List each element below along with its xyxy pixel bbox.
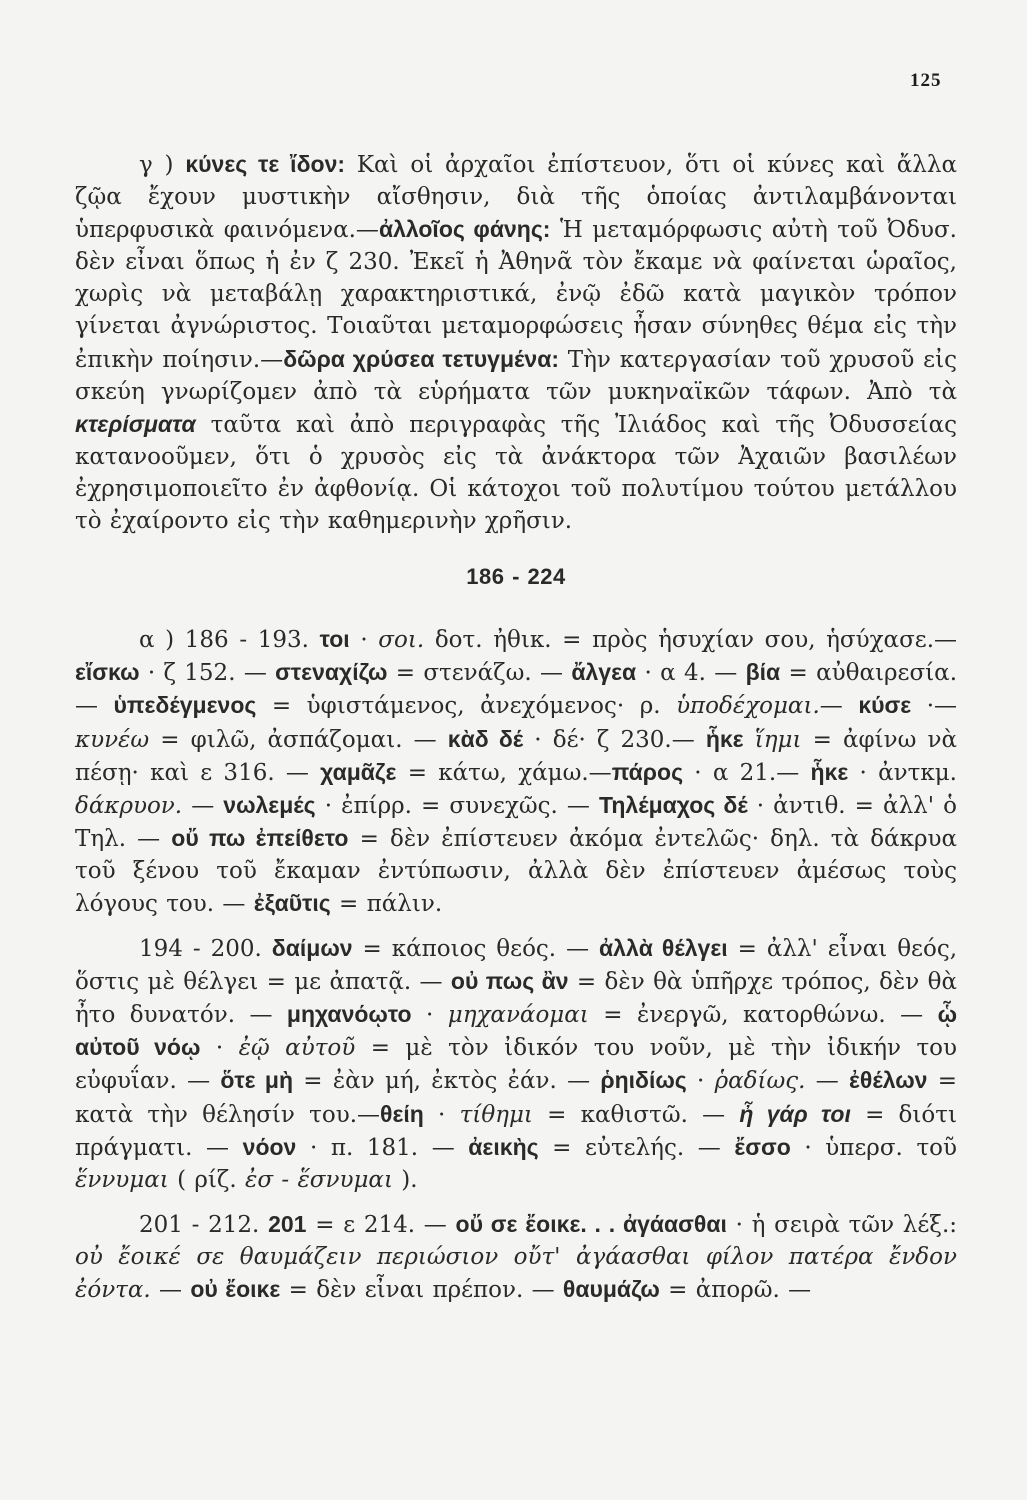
- gloss-text: = διότι πράγματι. —: [75, 1101, 958, 1161]
- italic-form: δάκρυον.: [75, 792, 183, 819]
- gloss-text: = δὲν ἐπίστευεν ἀκόμα ἐντελῶς· δηλ. τὰ δάκρυα τοῦ ξένου τοῦ ἔκαμαν ἐντύπωσιν, ἀλλὰ δὲν ἐπίστευεν ἀμέσως τοὺς λόγους του. —: [75, 825, 957, 917]
- gloss-text: · α 21.—: [683, 759, 811, 786]
- gloss-text: = εὐτελής. —: [538, 1134, 735, 1161]
- gloss-text: ταῦτα καὶ ἀπὸ περιγραφὰς τῆς Ἰλιάδος καὶ τῆς Ὀδυσσείας κατανοοῦμεν, ὅτι ὁ χρυσὸς εἰς τὰ ἀνάκτορα τῶν Ἀχαιῶν βασιλέων ἐχρησιμοποιεῖτο ἐν ἀφθονίᾳ. Οἱ κάτοχοι τοῦ πολυτίμου τούτου μετάλλου τὸ ἐχαίροντο εἰς τὴν καθημερινὴν χρῆσιν.: [75, 411, 957, 535]
- gloss-text: = κατὰ τὴν θέλησίν του.—: [75, 1068, 957, 1128]
- gloss-text: ·—: [911, 693, 958, 720]
- lemma-term: δαίμων: [271, 935, 353, 962]
- lemma-term: μηχανόῳτο: [286, 1001, 412, 1028]
- lemma-term: εἴσκω: [75, 659, 140, 686]
- gloss-text: = ἀλλ' εἶναι θεός, ὅστις μὲ θέλγει = με ἀπατᾷ. —: [75, 936, 958, 996]
- lemma-term: κύσε: [858, 692, 912, 719]
- gloss-text: · ζ 152. —: [139, 660, 276, 687]
- gloss-text: = ἐὰν μή, ἐκτὸς ἐάν. —: [293, 1068, 601, 1095]
- gloss-text: = κάτω, χάμω.—: [396, 759, 612, 786]
- lemma-term: δῶρα χρύσεα τετυγμένα:: [283, 345, 559, 372]
- gloss-text: = αὐθαιρεσία. —: [75, 660, 958, 720]
- italic-form: ἕννυμαι: [75, 1166, 169, 1193]
- lemma-term: 201: [268, 1210, 307, 1237]
- gloss-text: 194 - 200.: [139, 936, 272, 963]
- commentary-body: [75, 148, 957, 1306]
- lemma-term: νωλεμές: [223, 791, 316, 818]
- gloss-text: Ἡ μεταμόρφωσις αὐτὴ τοῦ Ὀδυσ. δὲν εἶναι ὅπως ἡ ἐν ζ 230. Ἐκεῖ ἡ Ἀθηνᾶ τὸν ἔκαμε νὰ φαίνεται ὡραῖος, χωρὶς νὰ μεταβάλῃ χαρακτηριστικά, ἐνῷ ἐδῶ κατὰ μαγικὸν τρόπον γίνεται ἀγνώριστος. Τοιαῦται μεταμορφώσεις ἦσαν σύνηθες θέμα εἰς τὴν ἐπικὴν ποίησιν.—: [75, 217, 957, 373]
- lemma-term: οὔ πω ἐπείθετο: [171, 824, 349, 851]
- paragraph: [75, 932, 957, 1196]
- lemma-term: πάρος: [611, 758, 684, 785]
- gloss-text: = μὲ τὸν ἰδικόν του νοῦν, μὲ τὴν ἰδικήν του εὐφυΐαν. —: [75, 1035, 957, 1095]
- gloss-text: —: [182, 792, 224, 819]
- lemma-term: ἐξαῦτις: [253, 889, 331, 916]
- lemma-term: ἄλγεα: [571, 659, 637, 686]
- gloss-text: · α 4. —: [636, 660, 746, 687]
- gloss-text: [744, 727, 755, 753]
- italic-form: ῥαδίως.: [714, 1068, 806, 1095]
- lemma-term: θαυμάζω: [562, 1276, 660, 1302]
- italic-form: ἐσ - ἕσνυμαι: [245, 1166, 393, 1193]
- gloss-text: = πάλιν.: [330, 890, 443, 917]
- lemma-term: τοι: [319, 626, 350, 653]
- gloss-text: —: [150, 1277, 191, 1303]
- gloss-text: ·: [200, 1035, 239, 1062]
- lemma-term: ἀλλοῖος φάνης:: [378, 216, 551, 243]
- gloss-text: ( ρίζ.: [168, 1166, 246, 1193]
- gloss-text: = ε 214. —: [306, 1211, 456, 1238]
- paragraph: [75, 148, 957, 537]
- lemma-term: Τηλέμαχος δέ: [599, 791, 748, 818]
- lemma-term: νόον: [242, 1133, 297, 1160]
- gloss-text: = φιλῶ, ἀσπάζομαι. —: [149, 726, 448, 753]
- gloss-text: = στενάζω. —: [387, 660, 572, 687]
- italic-form: σοι.: [378, 627, 425, 654]
- lemma-term: χαμᾶζε: [320, 758, 397, 785]
- gloss-text: —: [819, 693, 859, 720]
- lemma-term: ἔσσο: [734, 1133, 791, 1160]
- gloss-text: · ὑπερσ. τοῦ: [790, 1134, 957, 1161]
- lemma-term: ἧκε: [810, 758, 849, 785]
- lemma-term: ὑπεδέγμενος: [113, 692, 257, 719]
- paragraph: [75, 623, 957, 920]
- lemma-term: οὔ σε ἔοικε. . . ἀγάασθαι: [455, 1210, 727, 1237]
- lemma-term: ἦ γάρ τοι: [739, 1100, 851, 1127]
- lemma-term: ἀλλὰ θέλγει: [599, 935, 728, 962]
- gloss-text: · ἀντιθ. = ἀλλ' ὁ Τηλ. —: [75, 792, 957, 852]
- gloss-text: · δέ· ζ 230.—: [523, 726, 706, 753]
- gloss-text: = δὲν θὰ ὑπῆρχε τρόπος, δὲν θὰ ἦτο δυνατόν. —: [75, 969, 957, 1029]
- lemma-term: βία: [745, 659, 781, 686]
- gloss-text: ·: [411, 1002, 448, 1029]
- gloss-text: · ἐπίρρ. = συνεχῶς. —: [315, 792, 600, 819]
- page-number: 125: [910, 70, 942, 91]
- gloss-text: = ἐνεργῶ, κατορθώνω. —: [588, 1002, 938, 1029]
- italic-form: ὑποδέχομαι.: [676, 693, 820, 720]
- italic-form: μηχανάομαι: [447, 1002, 589, 1029]
- lemma-term: ἀεικὴς: [468, 1133, 539, 1160]
- italic-form: τίθημι: [459, 1101, 533, 1128]
- lemma-term: οὐ πως ἂν: [450, 968, 569, 995]
- gloss-text: = καθιστῶ. —: [532, 1101, 740, 1128]
- gloss-text: ·: [423, 1101, 460, 1128]
- gloss-text: ·: [349, 627, 379, 654]
- gloss-text: ).: [392, 1166, 418, 1193]
- italic-form: οὐ ἔοικέ σε θαυμάζειν περιώσιον οὔτ' ἀγάασθαι φίλον πατέρα ἔνδον ἐόντα.: [75, 1243, 957, 1303]
- gloss-text: 201 - 212.: [139, 1211, 269, 1238]
- gloss-text: Καὶ οἱ ἀρχαῖοι ἐπίστευον, ὅτι οἱ κύνες καὶ ἄλλα ζῷα ἔχουν μυστικὴν αἴσθησιν, διὰ τῆς ὁποίας ἀντιλαμβάνονται ὑπερφυσικὰ φαινόμενα.—: [75, 152, 957, 244]
- gloss-text: · π. 181. —: [296, 1134, 469, 1161]
- italic-form: ἐῷ αὐτοῦ: [238, 1035, 356, 1062]
- gloss-text: = ὑφιστάμενος, ἀνεχόμενος· ρ.: [256, 693, 677, 720]
- gloss-text: = ἀπορῶ. —: [659, 1277, 812, 1303]
- lemma-term: στεναχίζω: [275, 659, 388, 686]
- lemma-term: ῥηιδίως: [600, 1067, 687, 1094]
- gloss-text: α ) 186 - 193.: [139, 627, 320, 654]
- paragraph: [75, 1208, 957, 1306]
- italic-form: κυνέω: [75, 726, 150, 753]
- gloss-text: = κάποιος θεός. —: [352, 936, 600, 963]
- italic-form: ἵημι: [754, 726, 802, 753]
- gloss-text: = δὲν εἶναι πρέπον. —: [280, 1277, 563, 1303]
- section-heading: 186 - 224: [466, 564, 566, 590]
- gloss-text: ·: [686, 1068, 715, 1095]
- gloss-text: Τὴν κατεργασίαν τοῦ χρυσοῦ εἰς σκεύη γνωρίζομεν ἀπὸ τὰ εὑρήματα τῶν μυκηναϊκῶν τάφων. Ἀπὸ τὰ: [75, 346, 957, 405]
- gloss-text: γ ): [139, 152, 186, 178]
- lemma-term: κύνες τε ἴδον:: [185, 151, 346, 177]
- lemma-term: ὅτε μὴ: [220, 1067, 294, 1094]
- gloss-text: —: [805, 1068, 849, 1095]
- lemma-term: ἐθέλων: [849, 1067, 928, 1094]
- gloss-text: = ἀφίνω νὰ πέσῃ· καὶ ε 316. —: [75, 726, 958, 786]
- lemma-term: ἧκε: [705, 725, 744, 752]
- lemma-term: κὰδ δέ: [447, 725, 524, 752]
- gloss-text: · ἡ σειρὰ τῶν λέξ.:: [726, 1211, 958, 1238]
- gloss-text: · ἀντκμ.: [848, 759, 957, 786]
- gloss-text: δοτ. ἠθικ. = πρὸς ἡσυχίαν σου, ἡσύχασε.—: [424, 627, 958, 654]
- lemma-term: θείη: [380, 1100, 424, 1127]
- lemma-term: οὐ ἔοικε: [190, 1276, 281, 1302]
- lemma-term: ᾧ αὐτοῦ νόῳ: [75, 1001, 957, 1061]
- lemma-term: κτερίσματα: [75, 410, 196, 437]
